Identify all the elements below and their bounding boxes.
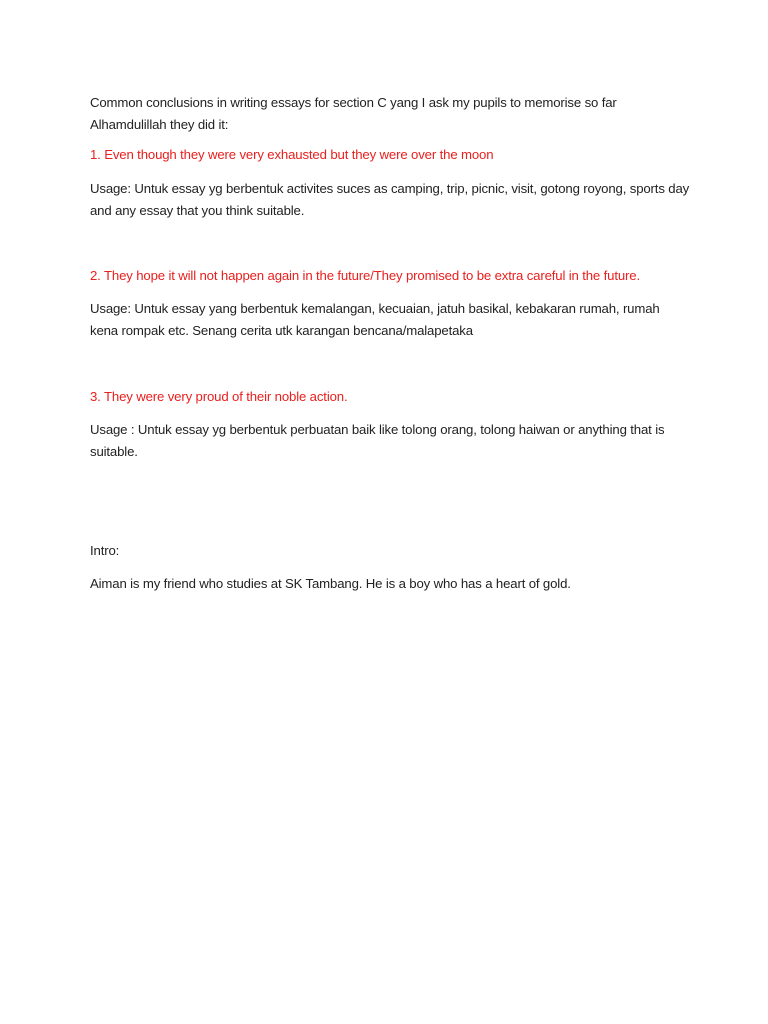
conclusion-2-phrase: 2. They hope it will not happen again in the future/They promised to be extra careful in the future.	[90, 268, 640, 283]
intro-heading: Intro:	[90, 543, 120, 558]
opening-paragraph: Common conclusions in writing essays for section C yang I ask my pupils to memorise so far Alhamdulillah they did it:	[90, 95, 617, 132]
conclusion-3-usage: Usage : Untuk essay yg berbentuk perbuatan baik like tolong orang, tolong haiwan or anything that is suitable.	[90, 422, 665, 459]
conclusion-3-phrase: 3. They were very proud of their noble action.	[90, 389, 348, 404]
conclusion-1-usage: Usage: Untuk essay yg berbentuk activites suces as camping, trip, picnic, visit, gotong royong, sports day and any essay that you think suitable.	[90, 181, 690, 218]
conclusion-2-usage: Usage: Untuk essay yang berbentuk kemalangan, kecuaian, jatuh basikal, kebakaran rumah, rumah kena rompak etc. Senang cerita utk karangan bencana/malapetaka	[90, 301, 660, 338]
conclusion-1-phrase: 1. Even though they were very exhausted but they were over the moon	[90, 147, 494, 162]
intro-example: Aiman is my friend who studies at SK Tambang. He is a boy who has a heart of gold.	[90, 576, 571, 591]
